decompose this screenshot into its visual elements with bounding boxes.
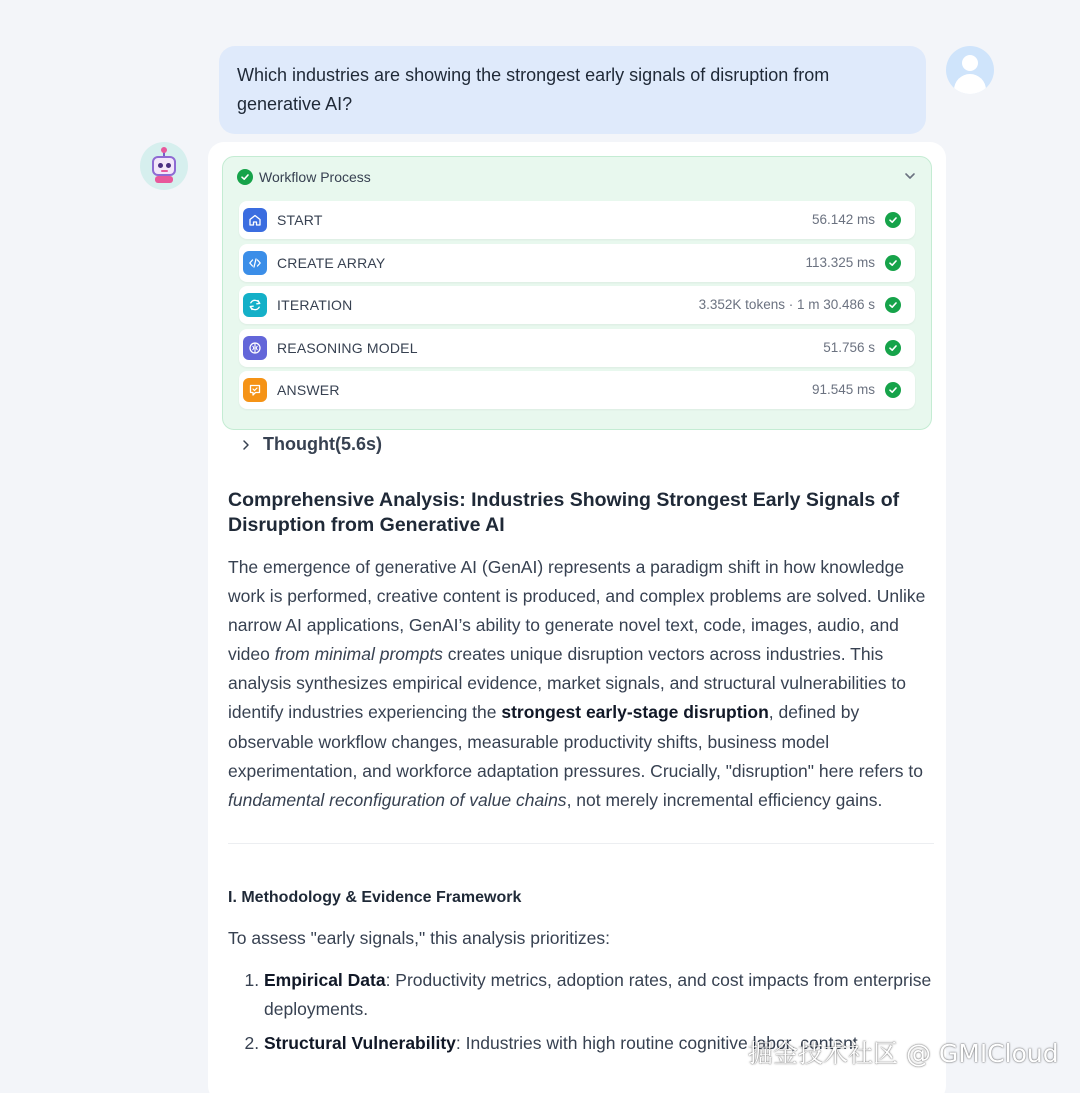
list-item: 1. Empirical Data: Productivity metrics, adoption rates, and cost impacts from enterprise deployments. bbox=[264, 966, 934, 1024]
check-circle-icon bbox=[885, 382, 901, 398]
loop-icon bbox=[243, 293, 267, 317]
brain-icon bbox=[243, 336, 267, 360]
step-time: 113.325 ms bbox=[805, 255, 875, 270]
workflow-header[interactable] bbox=[237, 167, 371, 187]
step-name: REASONING MODEL bbox=[277, 340, 418, 356]
watermark: 掘金技术社区 @ GMICloud bbox=[748, 1039, 1059, 1068]
divider bbox=[228, 843, 934, 844]
workflow-step-create-array[interactable] bbox=[239, 244, 915, 282]
bot-avatar bbox=[140, 142, 188, 190]
check-circle-icon bbox=[237, 169, 253, 185]
answer-icon bbox=[243, 378, 267, 402]
section-intro: To assess "early signals," this analysis prioritizes: bbox=[228, 927, 611, 948]
workflow-step-iteration[interactable] bbox=[239, 286, 915, 324]
chevron-down-icon[interactable] bbox=[903, 169, 917, 183]
workflow-panel bbox=[222, 156, 932, 430]
step-name: ANSWER bbox=[277, 382, 340, 398]
workflow-step-start[interactable] bbox=[239, 201, 915, 239]
home-icon bbox=[243, 208, 267, 232]
step-name: ITERATION bbox=[277, 297, 353, 313]
workflow-step-reasoning-model[interactable] bbox=[239, 329, 915, 367]
step-time: 56.142 ms bbox=[811, 212, 875, 227]
answer-content bbox=[228, 488, 934, 1063]
user-message-text: Which industries are showing the strongest early signals of disruption from generative AI? bbox=[219, 46, 926, 134]
user-message bbox=[219, 46, 926, 134]
workflow-title: Workflow Process bbox=[259, 169, 371, 185]
step-time: 3.352K tokens · 1 m 30.486 s bbox=[698, 297, 875, 312]
list-item: 2. Structural Vulnerability: Industries with high routine cognitive labor, content bbox=[264, 1029, 934, 1058]
intro-paragraph: The emergence of generative AI (GenAI) represents a paradigm shift in how knowledge work is performed, creative content is produced, and complex problems are solved. Unlike narrow AI applications, GenAI’s ability to generate novel text, code, images, audio, and video from minimal prompts creates unique disruption vectors across industries. This analysis synthesizes empirical evidence, market signals, and structural vulnerabilities to identify industries experiencing the strongest early-stage disruption, defined by observable workflow changes, measurable productivity shifts, business model experimentation, and workforce adaptation pressures. Crucially, "disruption" here refers to fundamental reconfiguration of value chains, not merely incremental efficiency gains. bbox=[228, 557, 926, 810]
assistant-message-card bbox=[208, 142, 946, 1093]
step-time: 91.545 ms bbox=[811, 382, 875, 397]
thought-label: Thought(5.6s) bbox=[263, 434, 382, 454]
answer-heading: Comprehensive Analysis: Industries Showing Strongest Early Signals of Disruption from Generative AI bbox=[228, 489, 900, 536]
check-circle-icon bbox=[885, 340, 901, 356]
check-circle-icon bbox=[885, 212, 901, 228]
check-circle-icon bbox=[885, 255, 901, 271]
section-heading: I. Methodology & Evidence Framework bbox=[228, 888, 522, 906]
code-icon bbox=[243, 251, 267, 275]
step-name: START bbox=[277, 212, 323, 228]
step-name: CREATE ARRAY bbox=[277, 255, 386, 271]
thought-toggle[interactable] bbox=[240, 434, 382, 455]
check-circle-icon bbox=[885, 297, 901, 313]
user-avatar bbox=[946, 46, 994, 94]
workflow-step-answer[interactable] bbox=[239, 371, 915, 409]
step-time: 51.756 s bbox=[823, 340, 875, 355]
chevron-right-icon bbox=[240, 439, 252, 451]
